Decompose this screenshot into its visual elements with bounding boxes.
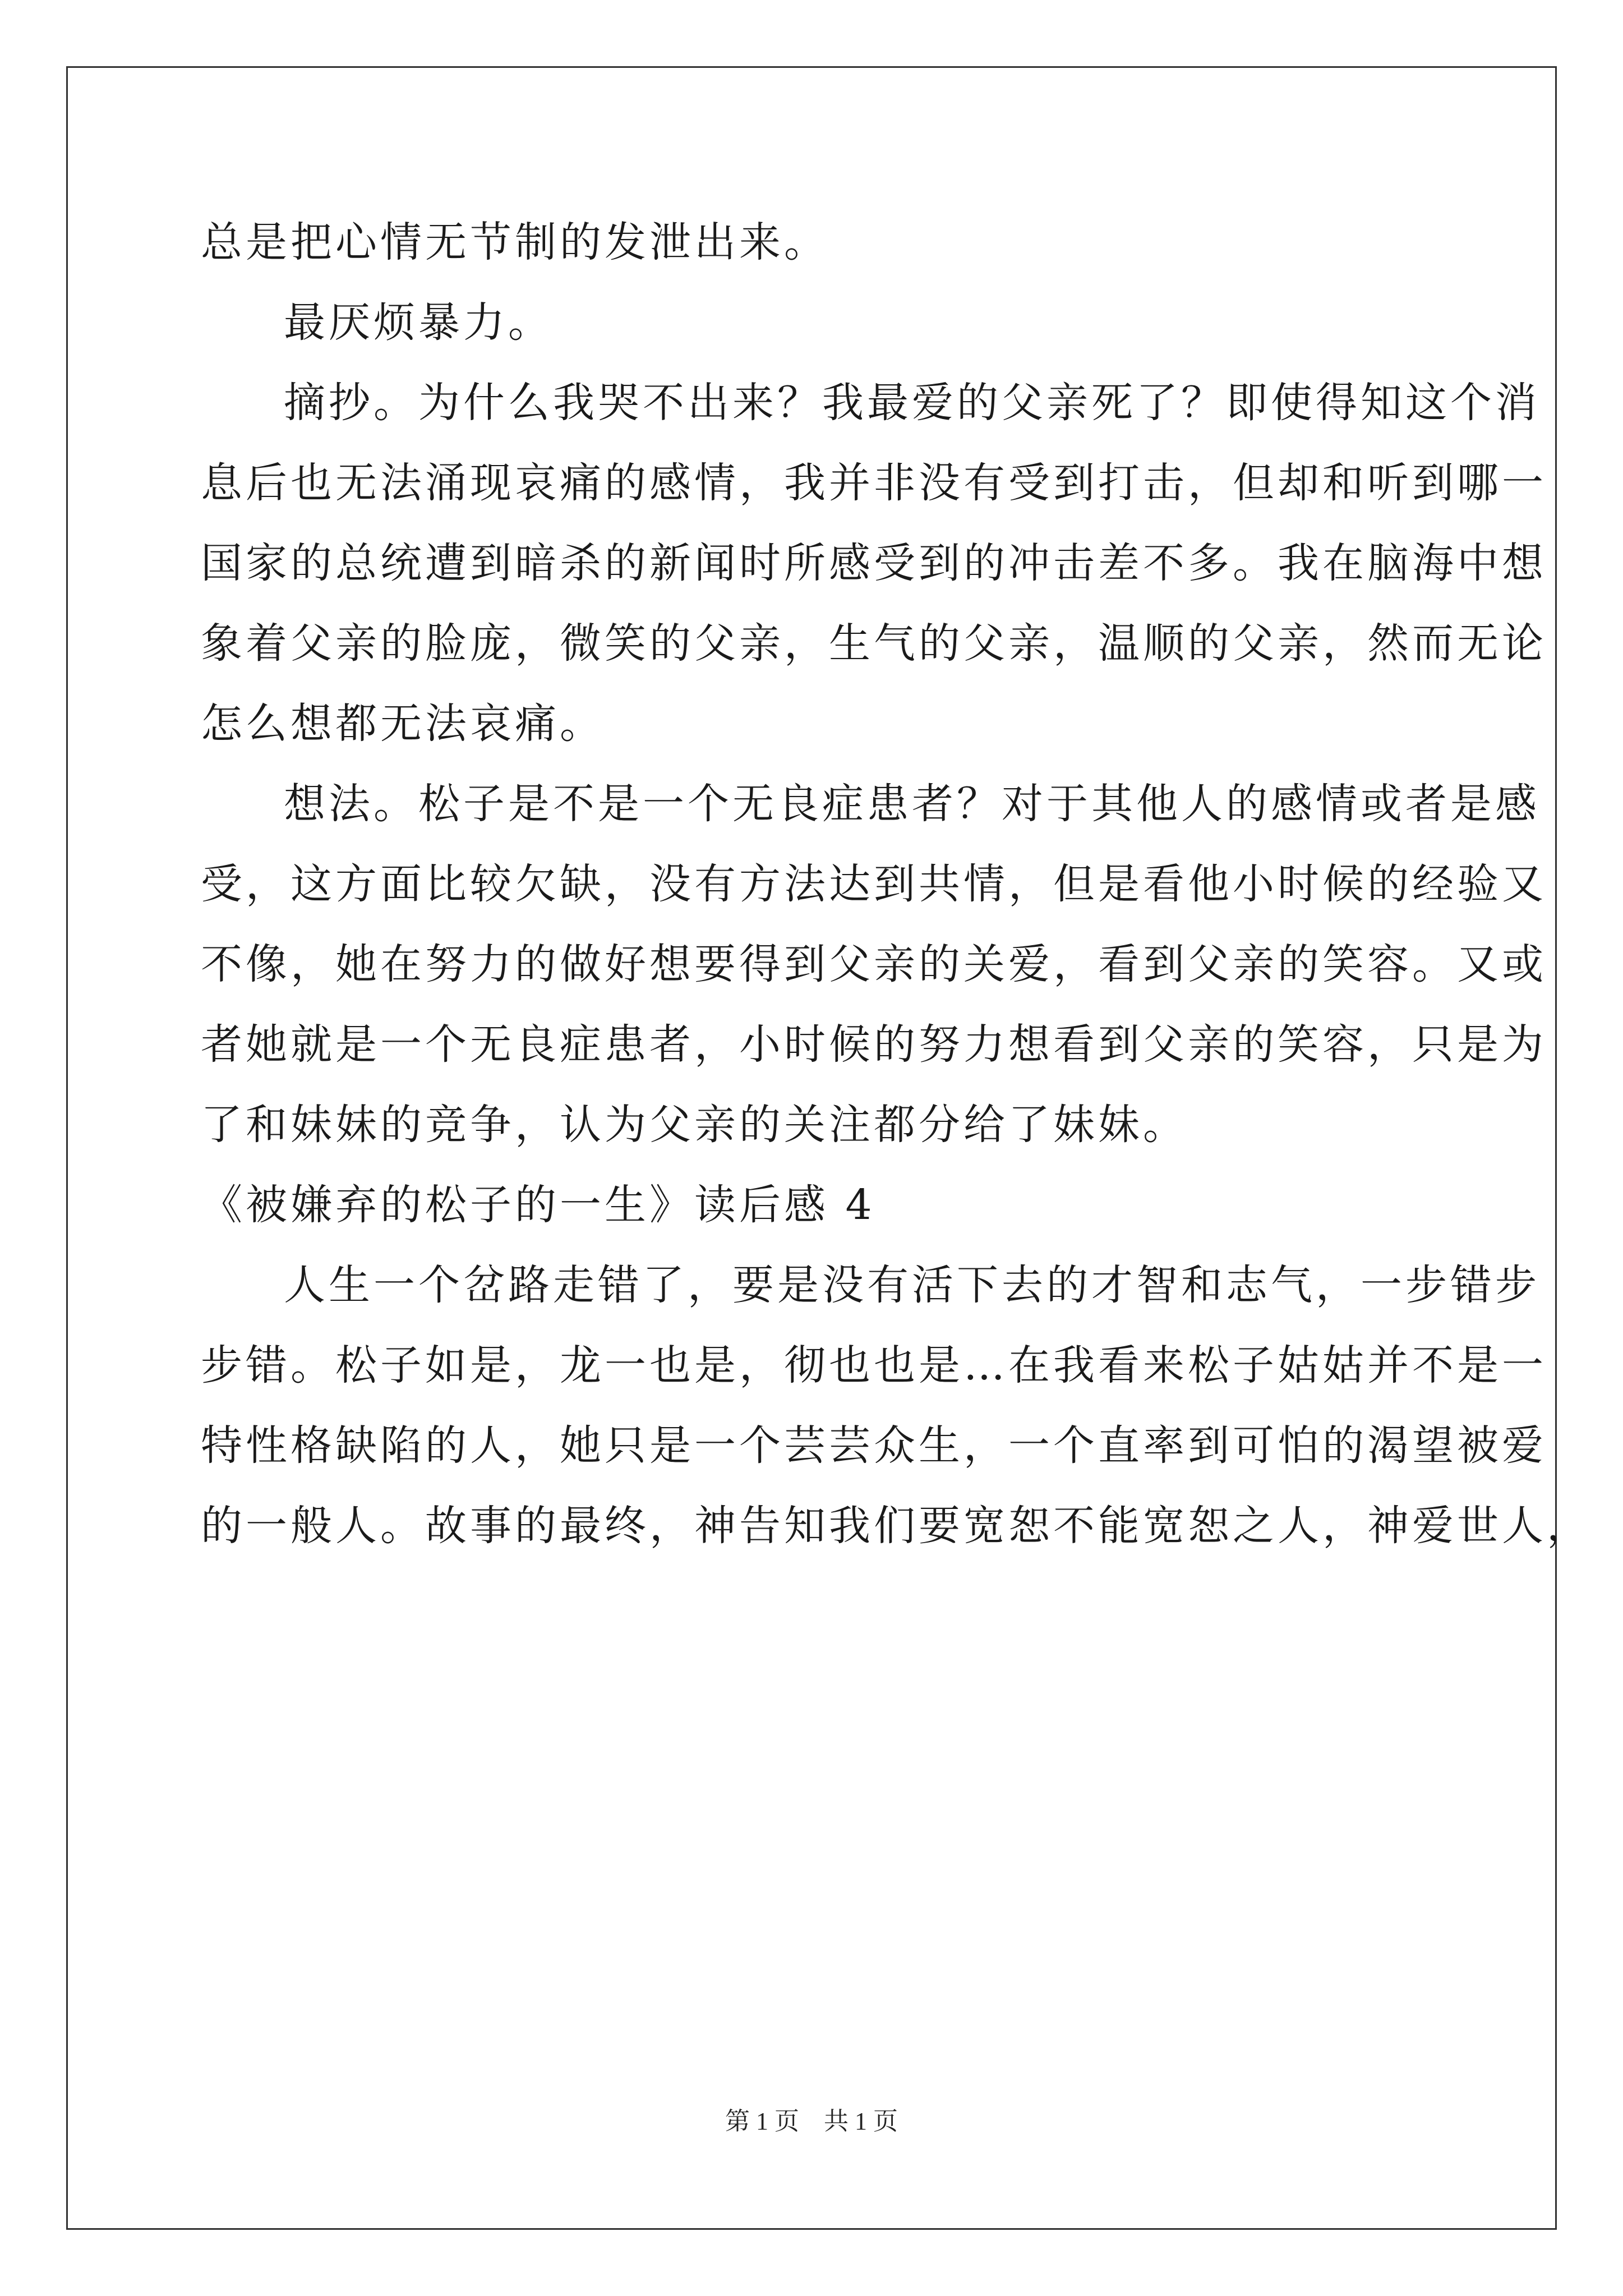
text-line: 特性格缺陷的人，她只是一个芸芸众生，一个直率到可怕的渴望被爱 — [201, 1421, 1547, 1470]
text-line: 象着父亲的脸庞，微笑的父亲，生气的父亲，温顺的父亲，然而无论 — [201, 619, 1547, 668]
text-line: 总是把心情无节制的发泄出来。 — [201, 218, 829, 266]
text-line: 人生一个岔路走错了，要是没有活下去的才智和志气，一步错步 — [284, 1261, 1540, 1309]
text-line: 摘抄。为什么我哭不出来？我最爱的父亲死了？即使得知这个消 — [284, 379, 1540, 427]
text-line: 想法。松子是不是一个无良症患者？对于其他人的感情或者是感 — [284, 780, 1540, 828]
text-line: 怎么想都无法哀痛。 — [201, 700, 605, 748]
text-line: 者她就是一个无良症患者，小时候的努力想看到父亲的笑容，只是为 — [201, 1020, 1547, 1069]
text-line: 不像，她在努力的做好想要得到父亲的关爱，看到父亲的笑容。又或 — [201, 940, 1547, 988]
text-line: 步错。松子如是，龙一也是，彻也也是…在我看来松子姑姑并不是一 — [201, 1341, 1547, 1389]
page-footer: 第 1 页 共 1 页 — [725, 2108, 898, 2135]
text-line: 最厌烦暴力。 — [284, 298, 553, 347]
text-line: 息后也无法涌现哀痛的感情，我并非没有受到打击，但却和听到哪一 — [201, 459, 1547, 507]
section-heading: 《被嫌弃的松子的一生》读后感 4 — [201, 1181, 875, 1229]
text-line: 的一般人。故事的最终，神告知我们要宽恕不能宽恕之人，神爱世人， — [201, 1502, 1592, 1550]
text-line: 受，这方面比较欠缺，没有方法达到共情，但是看他小时候的经验又 — [201, 860, 1547, 908]
text-line: 了和妹妹的竞争，认为父亲的关注都分给了妹妹。 — [201, 1101, 1188, 1149]
text-line: 国家的总统遭到暗杀的新闻时所感受到的冲击差不多。我在脑海中想 — [201, 539, 1547, 587]
